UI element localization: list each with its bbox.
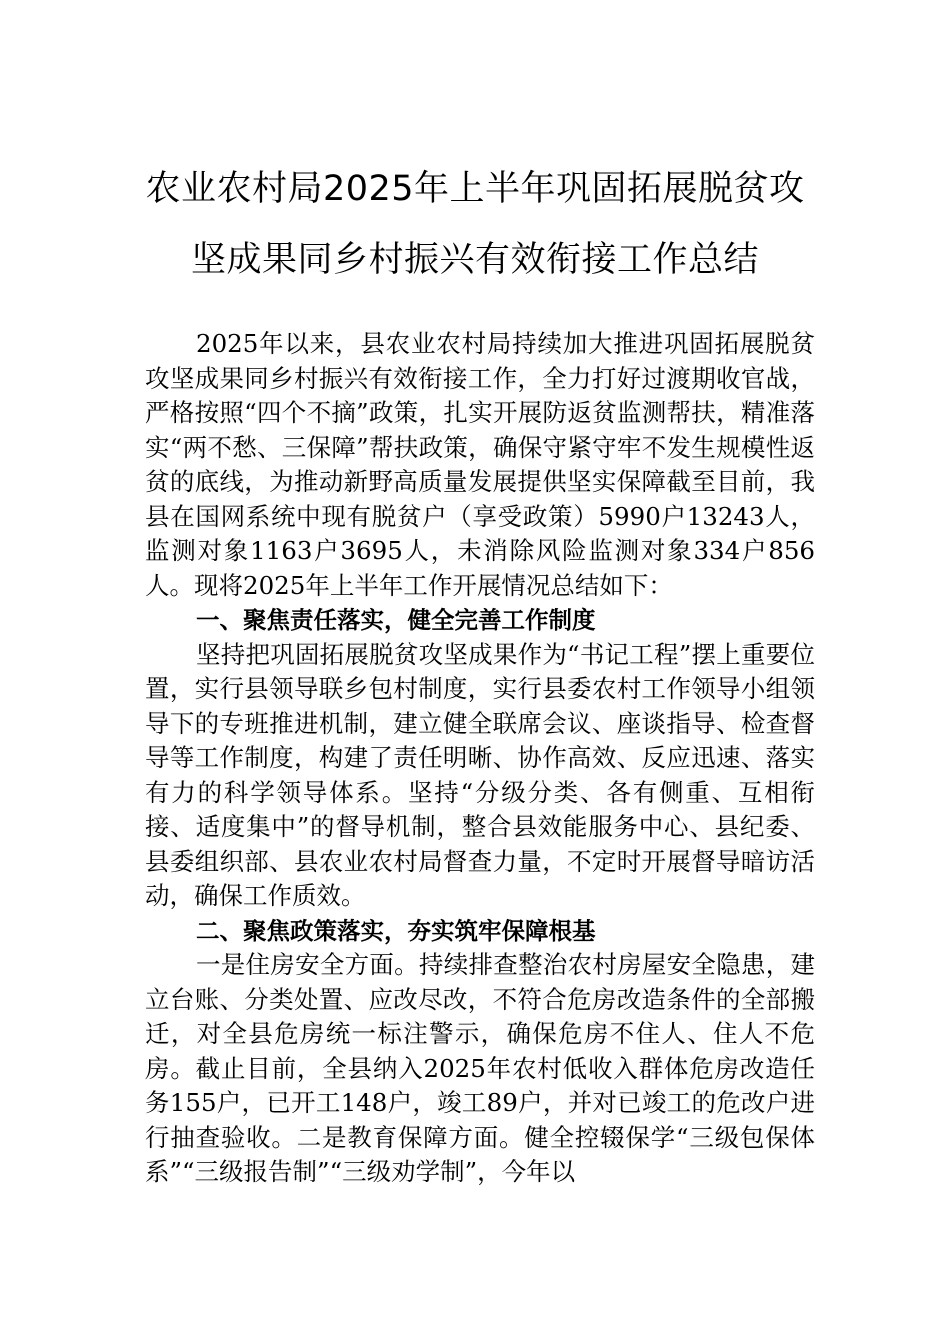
intro-paragraph: 2025年以来，县农业农村局持续加大推进巩固拓展脱贫攻坚成果同乡村振兴有效衔接工作，全力打好过渡期收官战，严格按照“四个不摘”政策，扎实开展防返贫监测帮扶，精准落实“两不愁、三保障”帮扶政策，确保守紧守牢不发生规模性返贫的底线，为推动新野高质量发展提供坚实保障截至目前，我县在国网系统中现有脱贫户（享受政策）5990户13243人，监测对象1163户3695人，未消除风险监测对象334户856人。现将2025年上半年工作开展情况总结如下：: [145, 329, 815, 600]
document-title-line-1: 农业农村局2025年上半年巩固拓展脱贫攻: [145, 169, 805, 209]
document-body: [145, 327, 815, 1190]
document-title-line-2: 坚成果同乡村振兴有效衔接工作总结: [190, 240, 759, 280]
section-heading-1: 一、聚焦责任落实，健全完善工作制度: [196, 606, 596, 634]
section-heading-2: 二、聚焦政策落实，夯实筑牢保障根基: [196, 916, 596, 945]
section-2-paragraph: 一是住房安全方面。持续排查整治农村房屋安全隐患，建立台账、分类处置、应改尽改，不符合危房改造条件的全部搬迁，对全县危房统一标注警示，确保危房不住人、住人不危房。截止目前，全县纳入2025年农村低收入群体危房改造任务155户，已开工148户，竣工89户，并对已竣工的危改户进行抽查验收。二是教育保障方面。健全控辍保学“三级包保体系”“三级报告制”“三级劝学制”，今年以: [145, 950, 815, 1186]
section-1-paragraph: 坚持把巩固拓展脱贫攻坚成果作为“书记工程”摆上重要位置，实行县领导联乡包村制度，实行县委农村工作领导小组领导下的专班推进机制，建立健全联席会议、座谈指导、检查督导等工作制度，构建了责任明晰、协作高效、反应迅速、落实有力的科学领导体系。坚持“分级分类、各有侧重、互相衔接、适度集中”的督导机制，整合县效能服务中心、县纪委、县委组织部、县农业农村局督查力量，不定时开展督导暗访活动，确保工作质效。: [145, 639, 815, 910]
